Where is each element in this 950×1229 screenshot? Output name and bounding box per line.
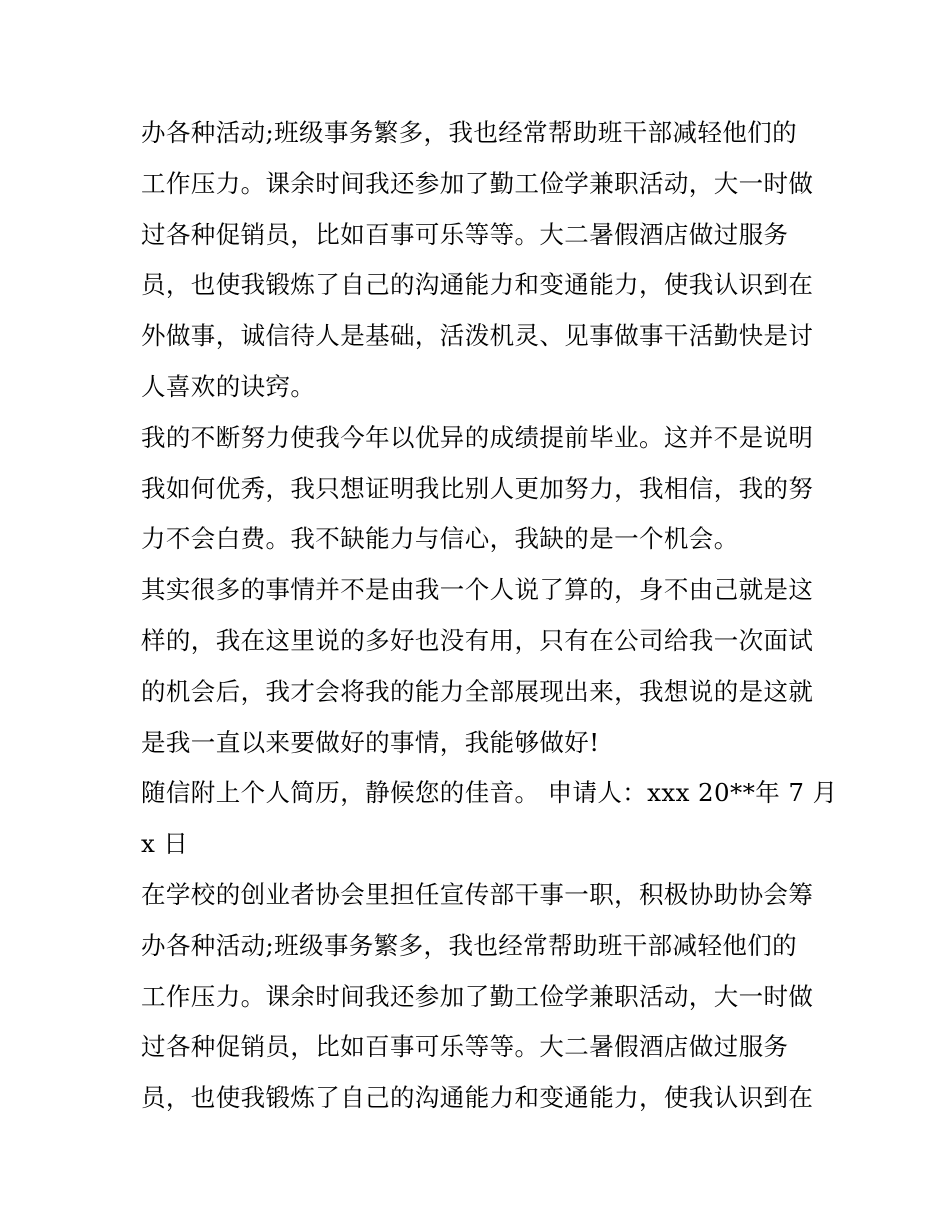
text-line: 样的，我在这里说的多好也没有用，只有在公司给我一次面试: [141, 625, 814, 655]
text-line: 过各种促销员，比如百事可乐等等。大二暑假酒店做过服务: [141, 219, 789, 249]
text-line: 工作压力。课余时间我还参加了勤工俭学兼职活动，大一时做: [141, 168, 814, 198]
text-line: 在学校的创业者协会里担任宣传部干事一职，积极协助协会筹: [141, 879, 814, 909]
text-line: 过各种促销员，比如百事可乐等等。大二暑假酒店做过服务: [141, 1032, 789, 1062]
text-line: 员，也使我锻炼了自己的沟通能力和变通能力，使我认识到在: [141, 270, 814, 300]
text-line: 员，也使我锻炼了自己的沟通能力和变通能力，使我认识到在: [141, 1083, 814, 1113]
text-line: 力不会白费。我不缺能力与信心，我缺的是一个机会。: [141, 524, 739, 554]
text-line: 的机会后，我才会将我的能力全部展现出来，我想说的是这就: [141, 676, 814, 706]
text-line: x 日: [141, 829, 189, 859]
document-body: [141, 108, 838, 1124]
text-line: 人喜欢的诀窍。: [141, 371, 316, 401]
text-line: 外做事，诚信待人是基础，活泼机灵、见事做事干活勤快是讨: [141, 321, 814, 351]
text-line: 办各种活动;班级事务繁多，我也经常帮助班干部减轻他们的: [141, 118, 798, 147]
text-line: 随信附上个人简历，静候您的佳音。 申请人：xxx 20**年 7 月: [141, 778, 838, 808]
text-line: 其实很多的事情并不是由我一个人说了算的，身不由己就是这: [141, 575, 814, 605]
text-line: 我的不断努力使我今年以优异的成绩提前毕业。这并不是说明: [141, 422, 814, 452]
text-line: 我如何优秀，我只想证明我比别人更加努力，我相信，我的努: [141, 473, 814, 503]
text-line: 办各种活动;班级事务繁多，我也经常帮助班干部减轻他们的: [141, 930, 798, 960]
text-line: 工作压力。课余时间我还参加了勤工俭学兼职活动，大一时做: [141, 981, 814, 1011]
text-line: 是我一直以来要做好的事情，我能够做好!: [141, 727, 600, 757]
